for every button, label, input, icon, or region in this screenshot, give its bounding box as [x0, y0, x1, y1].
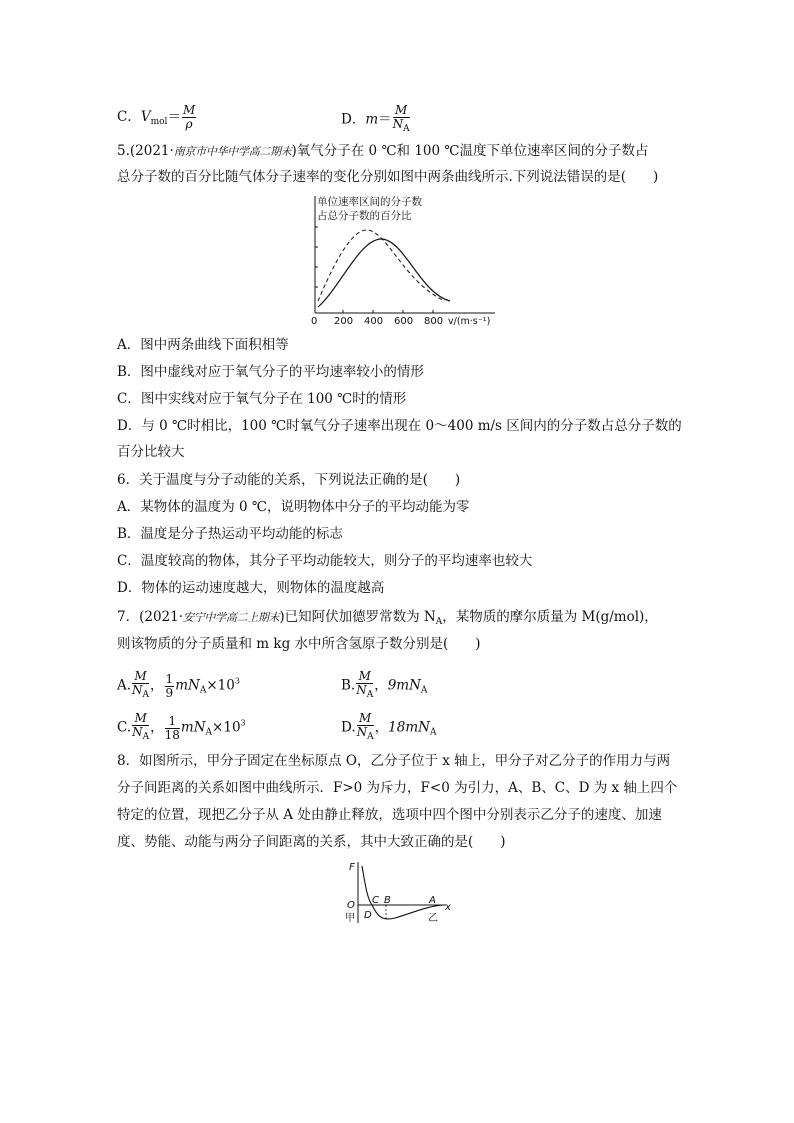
separator: ， [374, 677, 388, 694]
q6-stem: 6．关于温度与分子动能的关系，下列说法正确的是( ) [117, 472, 461, 488]
numerator: M [357, 712, 374, 726]
den-n: N [392, 117, 404, 131]
numerator: M [182, 103, 196, 117]
q5-stem-line1 [117, 141, 649, 162]
den-sub: A [367, 732, 374, 742]
q7-option-a [117, 670, 240, 702]
q4-option-d [341, 104, 411, 136]
term-mn: 9mN [387, 677, 421, 694]
numerator: 1 [165, 715, 180, 729]
times-ten: ×10 [212, 719, 241, 736]
q8-stem-line2: 分子间距离的关系如图中曲线所示．F>0 为斥力，F<0 为引力，A、B、C、D 为 x 轴上四个 [117, 780, 678, 796]
fraction-m-na [132, 712, 149, 744]
label-d: D [364, 910, 372, 921]
sub-a: A [435, 617, 443, 627]
label-c: C [372, 895, 379, 906]
fraction-m-na [393, 104, 410, 136]
q6-option-b: B．温度是分子热运动平均动能的标志 [117, 526, 343, 542]
denominator: 18 [164, 727, 180, 742]
stem-text: )氧气分子在 0 ℃和 100 ℃温度下单位速率区间的分子数占 [291, 143, 649, 159]
term-mn: mN [180, 719, 206, 736]
term-mn: mN [175, 677, 200, 694]
q8-stem-line3: 特定的位置，现把乙分子从 A 处由静止释放，选项中四个图中分别表示乙分子的速度、加速 [117, 807, 662, 823]
fraction-m-na [357, 712, 374, 744]
label-jia: 甲 [345, 913, 355, 924]
denominator [132, 684, 149, 702]
q7-option-b [341, 670, 427, 702]
var-m: m [365, 111, 379, 128]
q5-option-d-line1: D．与 0 ℃时相比，100 ℃时氧气分子速率出现在 0～400 m/s 区间内的分子数占总分子数的 [117, 418, 682, 434]
den-sub: A [366, 690, 374, 700]
den-n: N [132, 683, 143, 697]
label-x: x [445, 902, 451, 913]
q5-option-c: C．图中实线对应于氧气分子在 100 ℃时的情形 [117, 391, 407, 407]
sub-a: A [420, 685, 428, 696]
denominator [132, 726, 149, 744]
option-label: A. [117, 677, 132, 694]
x-axis-label: v/(m·s⁻¹) [448, 316, 491, 327]
q5-option-b: B．图中虚线对应于氧气分子的平均速率较小的情形 [117, 364, 424, 380]
sub-mol: mol [150, 117, 168, 127]
separator: ， [150, 719, 164, 736]
y-label-line2: 占总分子数的百分比 [317, 210, 412, 222]
denominator [357, 726, 374, 744]
den-sub: A [403, 124, 410, 134]
label-o: O [347, 900, 355, 911]
equals: ＝ [378, 111, 392, 128]
label-b: B [384, 895, 391, 906]
option-label: C. [117, 719, 132, 736]
exponent: 3 [234, 676, 240, 686]
q6-option-a: A．某物体的温度为 0 ℃，说明物体中分子的平均动能为零 [117, 499, 470, 515]
option-label: D. [341, 719, 356, 736]
option-label: D． [341, 111, 366, 128]
stem-text: )已知阿伏加德罗常数为 N [279, 609, 436, 625]
label-yi: 乙 [428, 913, 438, 924]
fraction-1-9 [165, 673, 175, 700]
denominator: ρ [185, 117, 193, 131]
option-label: B. [341, 677, 356, 694]
stem-text-2: ，某物质的摩尔质量为 M(g/mol)， [442, 609, 658, 625]
q7-option-c [117, 712, 246, 744]
den-sub: A [142, 732, 150, 742]
equals: ＝ [167, 109, 181, 125]
denominator [356, 684, 373, 702]
fraction-m-na [132, 670, 149, 702]
curve-100c-solid [318, 239, 450, 307]
force-curve [362, 866, 443, 919]
var-v: V [140, 109, 151, 125]
y-label-line1: 单位速率区间的分子数 [317, 196, 422, 208]
q6-option-d: D．物体的运动速度越大，则物体的温度越高 [117, 580, 385, 596]
question-number: 7．(2021· [117, 609, 184, 625]
q7-stem-line1 [117, 607, 658, 632]
fraction-1-18 [165, 715, 180, 742]
q7-option-d [341, 712, 436, 744]
den-sub: A [142, 690, 150, 700]
numerator: M [132, 712, 149, 726]
q6-option-c: C．温度较高的物体，其分子平均动能较大，则分子的平均速率也较大 [117, 553, 533, 569]
origin-label: 0 [311, 316, 318, 327]
numerator: 1 [165, 671, 174, 686]
option-label: C． [117, 109, 141, 125]
question-number: 5.(2021· [117, 143, 174, 159]
numerator: M [132, 670, 149, 684]
numerator: M [393, 104, 410, 118]
source-label: 南京市中华中学高二期末 [173, 145, 292, 158]
q8-stem-line1: 8．如图所示，甲分子固定在坐标原点 O，乙分子位于 x 轴上，甲分子对乙分子的作用力与两 [117, 753, 671, 769]
label-f: F [349, 862, 355, 873]
x-tick-600: 600 [394, 316, 414, 327]
q5-velocity-distribution-chart [300, 193, 500, 328]
source-label: 安宁中学高二上期末 [183, 611, 280, 624]
curve-0c-dashed [318, 230, 445, 301]
denominator [393, 118, 410, 136]
q4-option-c [117, 104, 197, 132]
times-ten: ×10 [206, 677, 235, 694]
sub-a: A [199, 685, 207, 696]
sub-a: A [205, 727, 213, 738]
den-n: N [132, 725, 143, 739]
x-tick-200: 200 [334, 316, 354, 327]
sub-a: A [429, 727, 437, 738]
den-n: N [356, 725, 368, 739]
separator: ， [150, 677, 164, 694]
fraction-m-rho [182, 104, 196, 131]
fraction-m-na [356, 670, 373, 702]
q5-stem-line2: 总分子数的百分比随气体分子速率的变化分别如图中两条曲线所示.下列说法错误的是( ) [117, 169, 659, 185]
q8-stem-line4: 度、势能、动能与两分子间距离的关系，其中大致正确的是( ) [117, 834, 506, 850]
x-tick-800: 800 [424, 316, 444, 327]
x-tick-400: 400 [364, 316, 384, 327]
term-mn: 18mN [388, 719, 430, 736]
label-a: A [429, 895, 436, 906]
exponent: 3 [240, 718, 246, 728]
numerator: M [356, 670, 373, 684]
separator: ， [374, 719, 389, 736]
q5-option-d-line2: 百分比较大 [117, 444, 185, 460]
q7-stem-line2: 则该物质的分子质量和 m kg 水中所含氢原子数分别是( ) [117, 636, 481, 652]
q8-force-distance-figure [340, 858, 460, 933]
q5-option-a: A．图中两条曲线下面积相等 [117, 337, 289, 353]
denominator: 9 [165, 685, 174, 700]
den-n: N [356, 683, 367, 697]
